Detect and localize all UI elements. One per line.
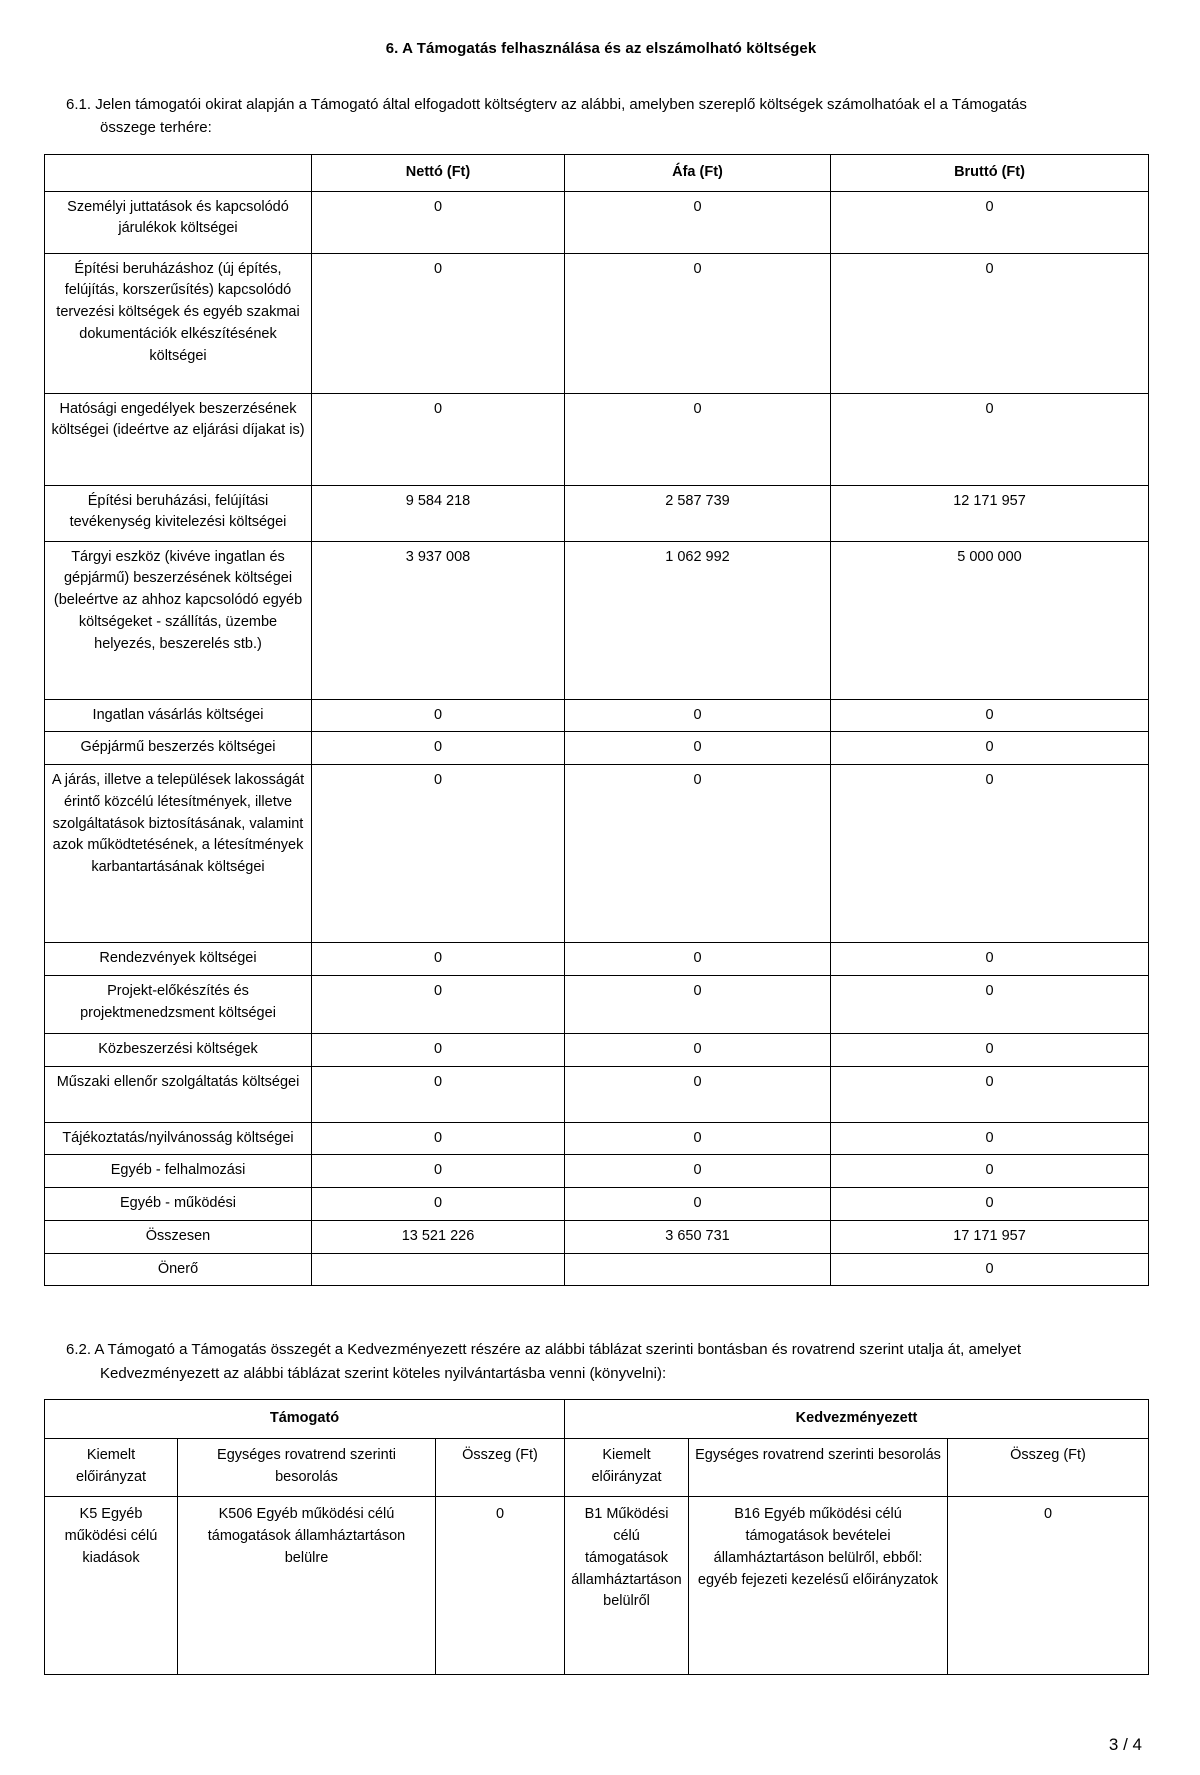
subheader-kedvezmenyezett-osszeg: Összeg (Ft) bbox=[948, 1438, 1149, 1497]
cost-value-netto: 0 bbox=[312, 765, 565, 943]
cost-value-afa: 0 bbox=[565, 943, 831, 976]
cost-value-brutto: 0 bbox=[831, 943, 1149, 976]
cost-value-netto: 0 bbox=[312, 253, 565, 393]
subheader-tamogato-kiemelt: Kiemelt előirányzat bbox=[45, 1438, 178, 1497]
rovatrend-table-body bbox=[45, 1497, 1149, 1675]
cost-value-afa: 0 bbox=[565, 1122, 831, 1155]
cost-category-label: Építési beruházáshoz (új építés, felújítás, korszerűsítés) kapcsolódó tervezési költségek és egyéb szakmai dokumentációk elkészítésének költségei bbox=[45, 253, 312, 393]
cost-value-brutto: 0 bbox=[831, 253, 1149, 393]
cost-category-label: Gépjármű beszerzés költségei bbox=[45, 732, 312, 765]
cost-value-brutto: 12 171 957 bbox=[831, 485, 1149, 541]
rovatrend-group-header-row bbox=[45, 1399, 1149, 1438]
cost-value-brutto: 17 171 957 bbox=[831, 1220, 1149, 1253]
table-row bbox=[45, 191, 1149, 253]
cost-value-netto: 0 bbox=[312, 1066, 565, 1122]
section-6-1-text-line1: Jelen támogatói okirat alapján a Támogató által elfogadott költségterv az alábbi, amelyben szereplő költségek számolhatóak el a Támogatás bbox=[95, 96, 1027, 113]
cost-category-label: Egyéb - működési bbox=[45, 1188, 312, 1221]
cost-value-afa: 3 650 731 bbox=[565, 1220, 831, 1253]
cost-value-netto: 13 521 226 bbox=[312, 1220, 565, 1253]
table-row bbox=[45, 393, 1149, 485]
cost-value-netto: 0 bbox=[312, 699, 565, 732]
cost-value-brutto: 0 bbox=[831, 975, 1149, 1033]
cost-value-brutto: 0 bbox=[831, 393, 1149, 485]
cost-category-label: Tájékoztatás/nyilvánosság költségei bbox=[45, 1122, 312, 1155]
cost-value-brutto: 0 bbox=[831, 1066, 1149, 1122]
group-header-kedvezmenyezett: Kedvezményezett bbox=[565, 1399, 1149, 1438]
group-header-tamogato: Támogató bbox=[45, 1399, 565, 1438]
subheader-kedvezmenyezett-kiemelt: Kiemelt előirányzat bbox=[565, 1438, 689, 1497]
table-row bbox=[45, 1122, 1149, 1155]
cost-value-netto: 0 bbox=[312, 943, 565, 976]
cost-value-brutto: 0 bbox=[831, 1122, 1149, 1155]
cost-value-afa: 0 bbox=[565, 253, 831, 393]
cost-value-netto: 0 bbox=[312, 191, 565, 253]
table-row bbox=[45, 1497, 1149, 1675]
cost-category-label: Összesen bbox=[45, 1220, 312, 1253]
column-header-netto: Nettó (Ft) bbox=[312, 154, 565, 191]
cost-value-netto: 0 bbox=[312, 732, 565, 765]
cost-value-netto: 0 bbox=[312, 1122, 565, 1155]
cost-value-netto: 9 584 218 bbox=[312, 485, 565, 541]
cost-value-afa: 1 062 992 bbox=[565, 541, 831, 699]
table-row bbox=[45, 1253, 1149, 1286]
cost-value-afa: 0 bbox=[565, 975, 831, 1033]
table-row bbox=[45, 765, 1149, 943]
rovatrend-subheader-row bbox=[45, 1438, 1149, 1497]
table-row bbox=[45, 732, 1149, 765]
cost-category-label: Egyéb - felhalmozási bbox=[45, 1155, 312, 1188]
cost-value-afa: 0 bbox=[565, 1033, 831, 1066]
cost-value-brutto: 0 bbox=[831, 765, 1149, 943]
rovatrend-cell-tamogato-osszeg: 0 bbox=[436, 1497, 565, 1675]
rovatrend-cell-kedvezmenyezett-osszeg: 0 bbox=[948, 1497, 1149, 1675]
cost-value-netto: 0 bbox=[312, 1033, 565, 1066]
cost-value-netto: 0 bbox=[312, 1188, 565, 1221]
section-6-2-number: 6.2. bbox=[66, 1341, 92, 1359]
subheader-kedvezmenyezett-rovatrend: Egységes rovatrend szerinti besorolás bbox=[689, 1438, 948, 1497]
cost-value-netto bbox=[312, 1253, 565, 1286]
cost-category-label: Műszaki ellenőr szolgáltatás költségei bbox=[45, 1066, 312, 1122]
cost-value-afa: 0 bbox=[565, 765, 831, 943]
cost-value-brutto: 0 bbox=[831, 732, 1149, 765]
column-header-afa: Áfa (Ft) bbox=[565, 154, 831, 191]
rovatrend-cell-tamogato-kiemelt: K5 Egyéb működési célú kiadások bbox=[45, 1497, 178, 1675]
table-row bbox=[45, 541, 1149, 699]
rovatrend-cell-kedvezmenyezett-kiemelt: B1 Működési célú támogatások államháztartáson belülről bbox=[565, 1497, 689, 1675]
table-row bbox=[45, 1220, 1149, 1253]
cost-category-label: Hatósági engedélyek beszerzésének költségei (ideértve az eljárási díjakat is) bbox=[45, 393, 312, 485]
table-row bbox=[45, 253, 1149, 393]
table-row bbox=[45, 1033, 1149, 1066]
cost-table-body bbox=[45, 191, 1149, 1286]
rovatrend-cell-tamogato-rovatrend: K506 Egyéb működési célú támogatások államháztartáson belülre bbox=[178, 1497, 436, 1675]
cost-category-label: A járás, illetve a települések lakosságát érintő közcélú létesítmények, illetve szolgáltatások biztosításának, valamint azok működtetésének, a létesítmények karbantartásának költségei bbox=[45, 765, 312, 943]
table-row bbox=[45, 1155, 1149, 1188]
section-6-1-paragraph bbox=[44, 93, 1158, 140]
table-row bbox=[45, 485, 1149, 541]
page-title: 6. A Támogatás felhasználása és az elszámolható költségek bbox=[385, 40, 817, 57]
section-6-2-text-line1: A Támogató a Támogatás összegét a Kedvezményezett részére az alábbi táblázat szerinti bontásban és rovatrend szerint utalja át, amelyet bbox=[94, 1341, 1022, 1359]
cost-value-netto: 3 937 008 bbox=[312, 541, 565, 699]
cost-value-brutto: 5 000 000 bbox=[831, 541, 1149, 699]
cost-category-label: Önerő bbox=[45, 1253, 312, 1286]
cost-value-afa: 2 587 739 bbox=[565, 485, 831, 541]
column-header-category bbox=[45, 154, 312, 191]
cost-category-label: Közbeszerzési költségek bbox=[45, 1033, 312, 1066]
cost-category-label: Személyi juttatások és kapcsolódó járulékok költségei bbox=[45, 191, 312, 253]
cost-value-afa: 0 bbox=[565, 1188, 831, 1221]
cost-category-label: Építési beruházási, felújítási tevékenység kivitelezési költségei bbox=[45, 485, 312, 541]
subheader-tamogato-rovatrend: Egységes rovatrend szerinti besorolás bbox=[178, 1438, 436, 1497]
table-row bbox=[45, 699, 1149, 732]
cost-value-brutto: 0 bbox=[831, 1253, 1149, 1286]
cost-value-brutto: 0 bbox=[831, 1188, 1149, 1221]
page-number: 3 / 4 bbox=[1108, 1735, 1142, 1755]
rovatrend-table bbox=[44, 1399, 1149, 1676]
cost-value-afa: 0 bbox=[565, 1066, 831, 1122]
cost-value-brutto: 0 bbox=[831, 1155, 1149, 1188]
section-6-1-text-line2: összege terhére: bbox=[100, 119, 212, 137]
subheader-tamogato-osszeg: Összeg (Ft) bbox=[436, 1438, 565, 1497]
cost-value-afa bbox=[565, 1253, 831, 1286]
cost-category-label: Ingatlan vásárlás költségei bbox=[45, 699, 312, 732]
cost-value-netto: 0 bbox=[312, 975, 565, 1033]
cost-category-label: Rendezvények költségei bbox=[45, 943, 312, 976]
cost-value-afa: 0 bbox=[565, 393, 831, 485]
cost-category-label: Tárgyi eszköz (kivéve ingatlan és gépjármű) beszerzésének költségei (beleértve az ahhoz kapcsolódó egyéb költségeket - szállítás, üzembe helyezés, beszerelés stb.) bbox=[45, 541, 312, 699]
cost-breakdown-table bbox=[44, 154, 1149, 1287]
section-6-1-number: 6.1. bbox=[66, 96, 92, 113]
table-header-row bbox=[45, 154, 1149, 191]
table-row bbox=[45, 943, 1149, 976]
section-6-2-text-line2: Kedvezményezett az alábbi táblázat szerint köteles nyilvántartásba venni (könyvelni): bbox=[100, 1364, 667, 1382]
table-row bbox=[45, 1066, 1149, 1122]
cost-value-brutto: 0 bbox=[831, 699, 1149, 732]
cost-value-afa: 0 bbox=[565, 732, 831, 765]
cost-value-netto: 0 bbox=[312, 393, 565, 485]
cost-value-afa: 0 bbox=[565, 1155, 831, 1188]
section-6-2-paragraph bbox=[44, 1338, 1158, 1385]
table-row bbox=[45, 975, 1149, 1033]
cost-value-afa: 0 bbox=[565, 699, 831, 732]
rovatrend-cell-kedvezmenyezett-rovatrend: B16 Egyéb működési célú támogatások bevételei államháztartáson belülről, ebből: egyéb fejezeti kezelésű előirányzatok bbox=[689, 1497, 948, 1675]
column-header-brutto: Bruttó (Ft) bbox=[831, 154, 1149, 191]
cost-value-afa: 0 bbox=[565, 191, 831, 253]
cost-value-netto: 0 bbox=[312, 1155, 565, 1188]
cost-value-brutto: 0 bbox=[831, 1033, 1149, 1066]
cost-category-label: Projekt-előkészítés és projektmenedzsment költségei bbox=[45, 975, 312, 1033]
cost-value-brutto: 0 bbox=[831, 191, 1149, 253]
table-row bbox=[45, 1188, 1149, 1221]
